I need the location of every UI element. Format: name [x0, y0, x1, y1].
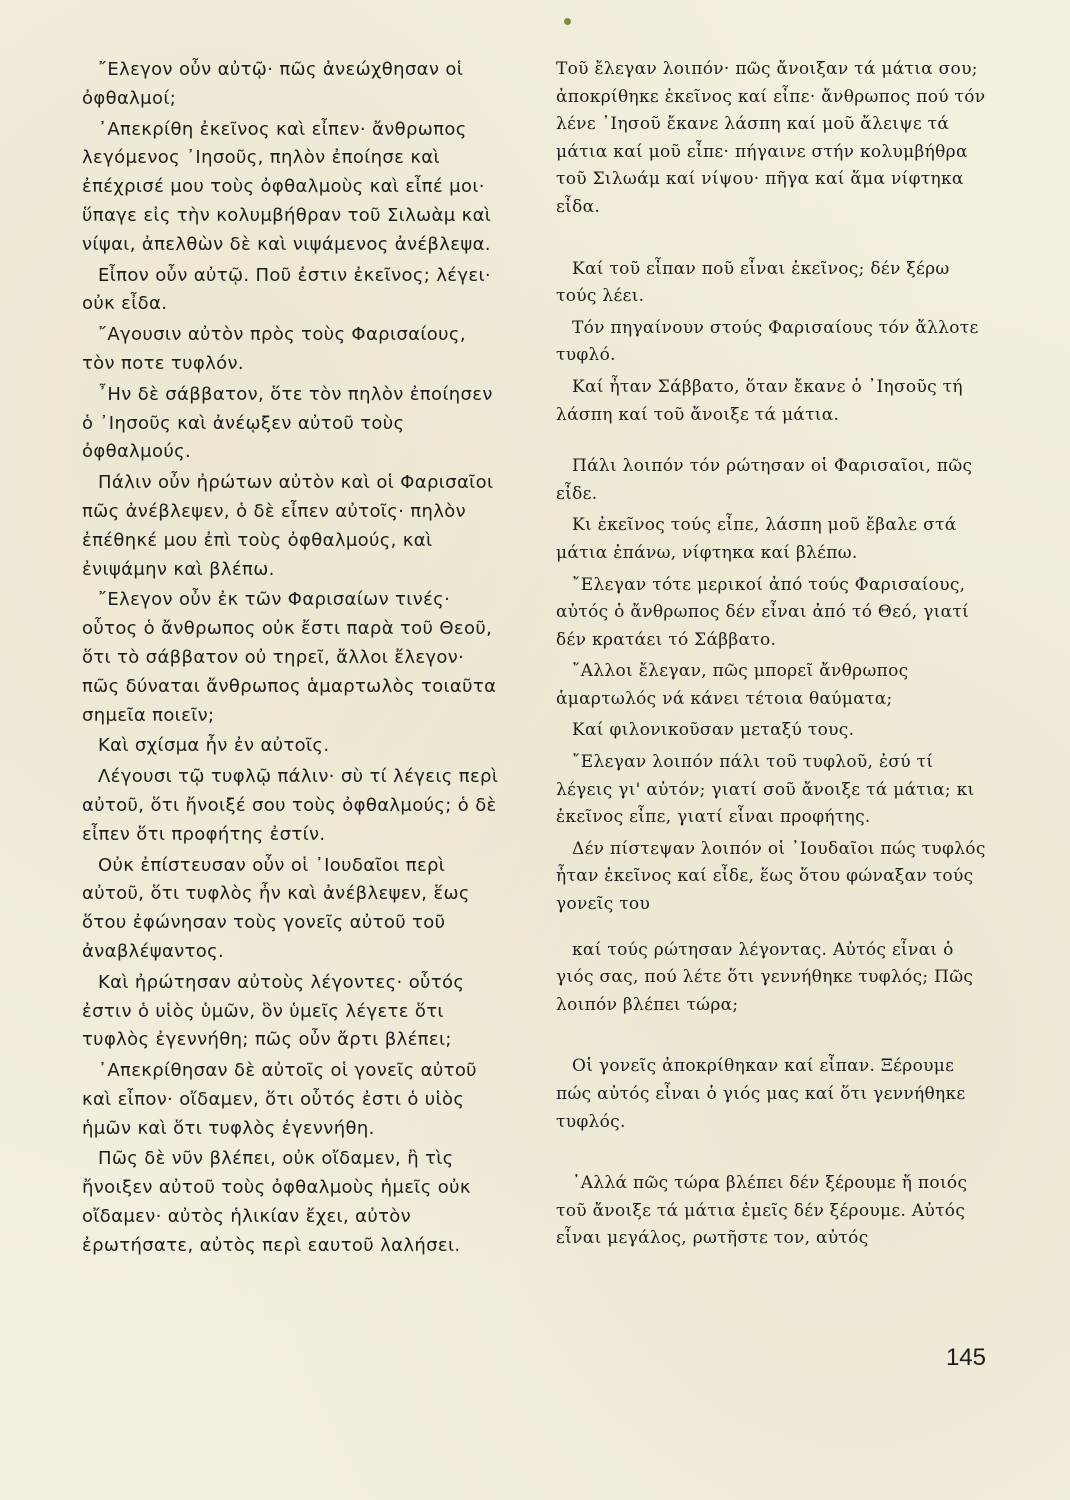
paragraph: Πάλιν οὖν ἠρώτων αὐτὸν καὶ οἱ Φαρισαῖοι πῶς ἀνέβλεψεν, ὁ δὲ εἶπεν αὐτοῖς· πηλὸν ἐπέθηκέ μου ἐπὶ τοὺς ὀφθαλμούς, καὶ ἐνιψάμην καὶ βλέπω. — [82, 472, 494, 580]
paragraph: ῎Ελεγαν λοιπόν πάλι τοῦ τυφλοῦ, ἐσύ τί λέγεις γι' αὐτόν; γιατί σοῦ ἄνοιξε τά μάτια; κι ἐκεῖνος εἶπε, γιατί εἶναι προφήτης. — [556, 752, 975, 828]
paragraph: ῏Ην δὲ σάββατον, ὅτε τὸν πηλὸν ἐποίησεν ὁ ᾿Ιησοῦς καὶ ἀνέῳξεν αὐτοῦ τοὺς ὀφθαλμούς. — [82, 383, 493, 463]
paragraph: ῎Αλλοι ἔλεγαν, πῶς μπορεῖ ἄνθρωπος ἁμαρτωλός νά κάνει τέτοια θαύματα; — [556, 661, 909, 709]
paragraph: Καὶ ἠρώτησαν αὐτοὺς λέγοντες· οὗτός ἐστιν ὁ υἱὸς ὑμῶν, ὃν ὑμεῖς λέγετε ὅτι τυφλὸς ἐγεννήθη; πῶς οὖν ἄρτι βλέπει; — [82, 971, 465, 1051]
paragraph: Εἶπον οὖν αὐτῷ. Ποῦ ἐστιν ἐκεῖνος; λέγει· οὐκ εἶδα. — [82, 264, 491, 315]
ink-dot — [564, 18, 571, 25]
paragraph: ᾿Απεκρίθησαν δὲ αὐτοῖς οἱ γονεῖς αὐτοῦ καὶ εἶπον· οἴδαμεν, ὅτι οὗτός ἐστι ὁ υἱὸς ἡμῶν καὶ ὅτι τυφλὸς ἐγεννήθη. — [82, 1060, 477, 1139]
paragraph: ῎Ελεγον οὖν ἐκ τῶν Φαρισαίων τινές· οὗτος ὁ ἄνθρωπος οὐκ ἔστι παρὰ τοῦ Θεοῦ, ὅτι τὸ σάββατον οὐ τηρεῖ, ἄλλοι ἔλεγον· πῶς δύναται ἄνθρωπος ἁμαρτωλὸς τοιαῦτα σημεῖα ποιεῖν; — [82, 589, 497, 726]
paragraph: ᾿Αλλά πῶς τώρα βλέπει δέν ξέρουμε ἤ ποιός τοῦ ἄνοιξε τά μάτια ἐμεῖς δέν ξέρουμε. Αὐτός εἶναι μεγάλος, ρωτῆστε τον, αὐτός — [556, 1173, 968, 1249]
paragraph: καί τούς ρώτησαν λέγοντας. Αὐτός εἶναι ὁ γιός σας, πού λέτε ὅτι γεννήθηκε τυφλός; Πῶς λοιπόν βλέπει τώρα; — [556, 939, 974, 1015]
paragraph: Καί τοῦ εἶπαν ποῦ εἶναι ἐκεῖνος; δέν ξέρω τούς λέει. — [556, 258, 950, 307]
paragraph: Καὶ σχίσμα ἦν ἐν αὐτοῖς. — [98, 735, 330, 757]
paragraph: ῎Αγουσιν αὐτὸν πρὸς τοὺς Φαρισαίους, τὸν ποτε τυφλόν. — [82, 324, 466, 374]
paragraph: Τόν πηγαίνουν στούς Φαρισαίους τόν ἄλλοτε τυφλό. — [556, 317, 979, 366]
paragraph: Οἱ γονεῖς ἀποκρίθηκαν καί εἶπαν. Ξέρουμε πώς αὐτός εἶναι ὁ γιός μας καί ὅτι γεννήθηκε τυφλός. — [556, 1056, 966, 1132]
paragraph: Τοῦ ἔλεγαν λοιπόν· πῶς ἄνοιξαν τά μάτια σου; ἀποκρίθηκε ἐκεῖνος καί εἶπε· ἄνθρωπος πού τόν λένε ᾿Ιησοῦ ἔκανε λάσπη καί μοῦ ἄλειψε τά μάτια καί μοῦ εἶπε· πήγαινε στήν κολυμβήθρα τοῦ Σιλωάμ καί νίψου· πῆγα καί ἅμα νίφτηκα εἶδα. — [556, 59, 986, 217]
paragraph: Καί φιλονικοῦσαν μεταξύ τους. — [572, 720, 855, 741]
left-column-ancient-text — [82, 56, 502, 1263]
paragraph: ῎Ελεγαν τότε μερικοί ἀπό τούς Φαρισαίους, αὐτός ὁ ἄνθρωπος δέν εἶναι ἀπό τό Θεό, γιατί δέν κρατάει τό Σάββατο. — [556, 574, 970, 650]
paragraph: Πῶς δὲ νῦν βλέπει, οὐκ οἴδαμεν, ἢ τὶς ἤνοιξεν αὐτοῦ τοὺς ὀφθαλμοὺς ἡμεῖς οὐκ οἴδαμεν· αὐτὸς ἡλικίαν ἔχει, αὐτὸν ἐρωτήσατε, αὐτὸς περὶ εαυτοῦ λαλήσει. — [82, 1148, 471, 1256]
paragraph: ῎Ελεγον οὖν αὐτῷ· πῶς ἀνεώχθησαν οἱ ὀφθαλμοί; — [82, 59, 464, 109]
paragraph: Δέν πίστεψαν λοιπόν οἱ ᾿Ιουδαῖοι πώς τυφλός ἦταν ἐκεῖνος καί εἶδε, ἕως ὅτου φώναξαν τούς γονεῖς του — [556, 838, 986, 915]
paragraph: Λέγουσι τῷ τυφλῷ πάλιν· σὺ τί λέγεις περὶ αὐτοῦ, ὅτι ἤνοιξέ σου τοὺς ὀφθαλμούς; ὁ δὲ εἶπεν ὅτι προφήτης ἐστίν. — [82, 766, 499, 845]
paragraph: ᾿Απεκρίθη ἐκεῖνος καὶ εἶπεν· ἄνθρωπος λεγόμενος ᾿Ιησοῦς, πηλὸν ἐποίησε καὶ ἐπέχρισέ μου τοὺς ὀφθαλμοὺς καὶ εἶπέ μοι· ὕπαγε εἰς τὴν κολυμβήθραν τοῦ Σιλωὰμ καὶ νίψαι, ἀπελθὼν δὲ καὶ νιψάμενος ἀνέβλεψα. — [82, 118, 492, 255]
page-number: 145 — [945, 1344, 986, 1371]
paragraph: Πάλι λοιπόν τόν ρώτησαν οἱ Φαρισαῖοι, πῶς εἶδε. — [556, 456, 973, 504]
paragraph: Κι ἐκεῖνος τούς εἶπε, λάσπη μοῦ ἔβαλε στά μάτια ἐπάνω, νίφτηκα καί βλέπω. — [556, 515, 957, 563]
paragraph: Οὐκ ἐπίστευσαν οὖν οἱ ᾿Ιουδαῖοι περὶ αὐτοῦ, ὅτι τυφλὸς ἦν καὶ ἀνέβλεψεν, ἕως ὅτου ἐφώνησαν τοὺς γονεῖς αὐτοῦ τοῦ ἀναβλέψαντος. — [82, 854, 470, 962]
right-column-modern-translation — [556, 56, 988, 1257]
paragraph: Καί ἦταν Σάββατο, ὅταν ἔκανε ὁ ᾿Ιησοῦς τή λάσπη καί τοῦ ἄνοιξε τά μάτια. — [556, 376, 963, 425]
